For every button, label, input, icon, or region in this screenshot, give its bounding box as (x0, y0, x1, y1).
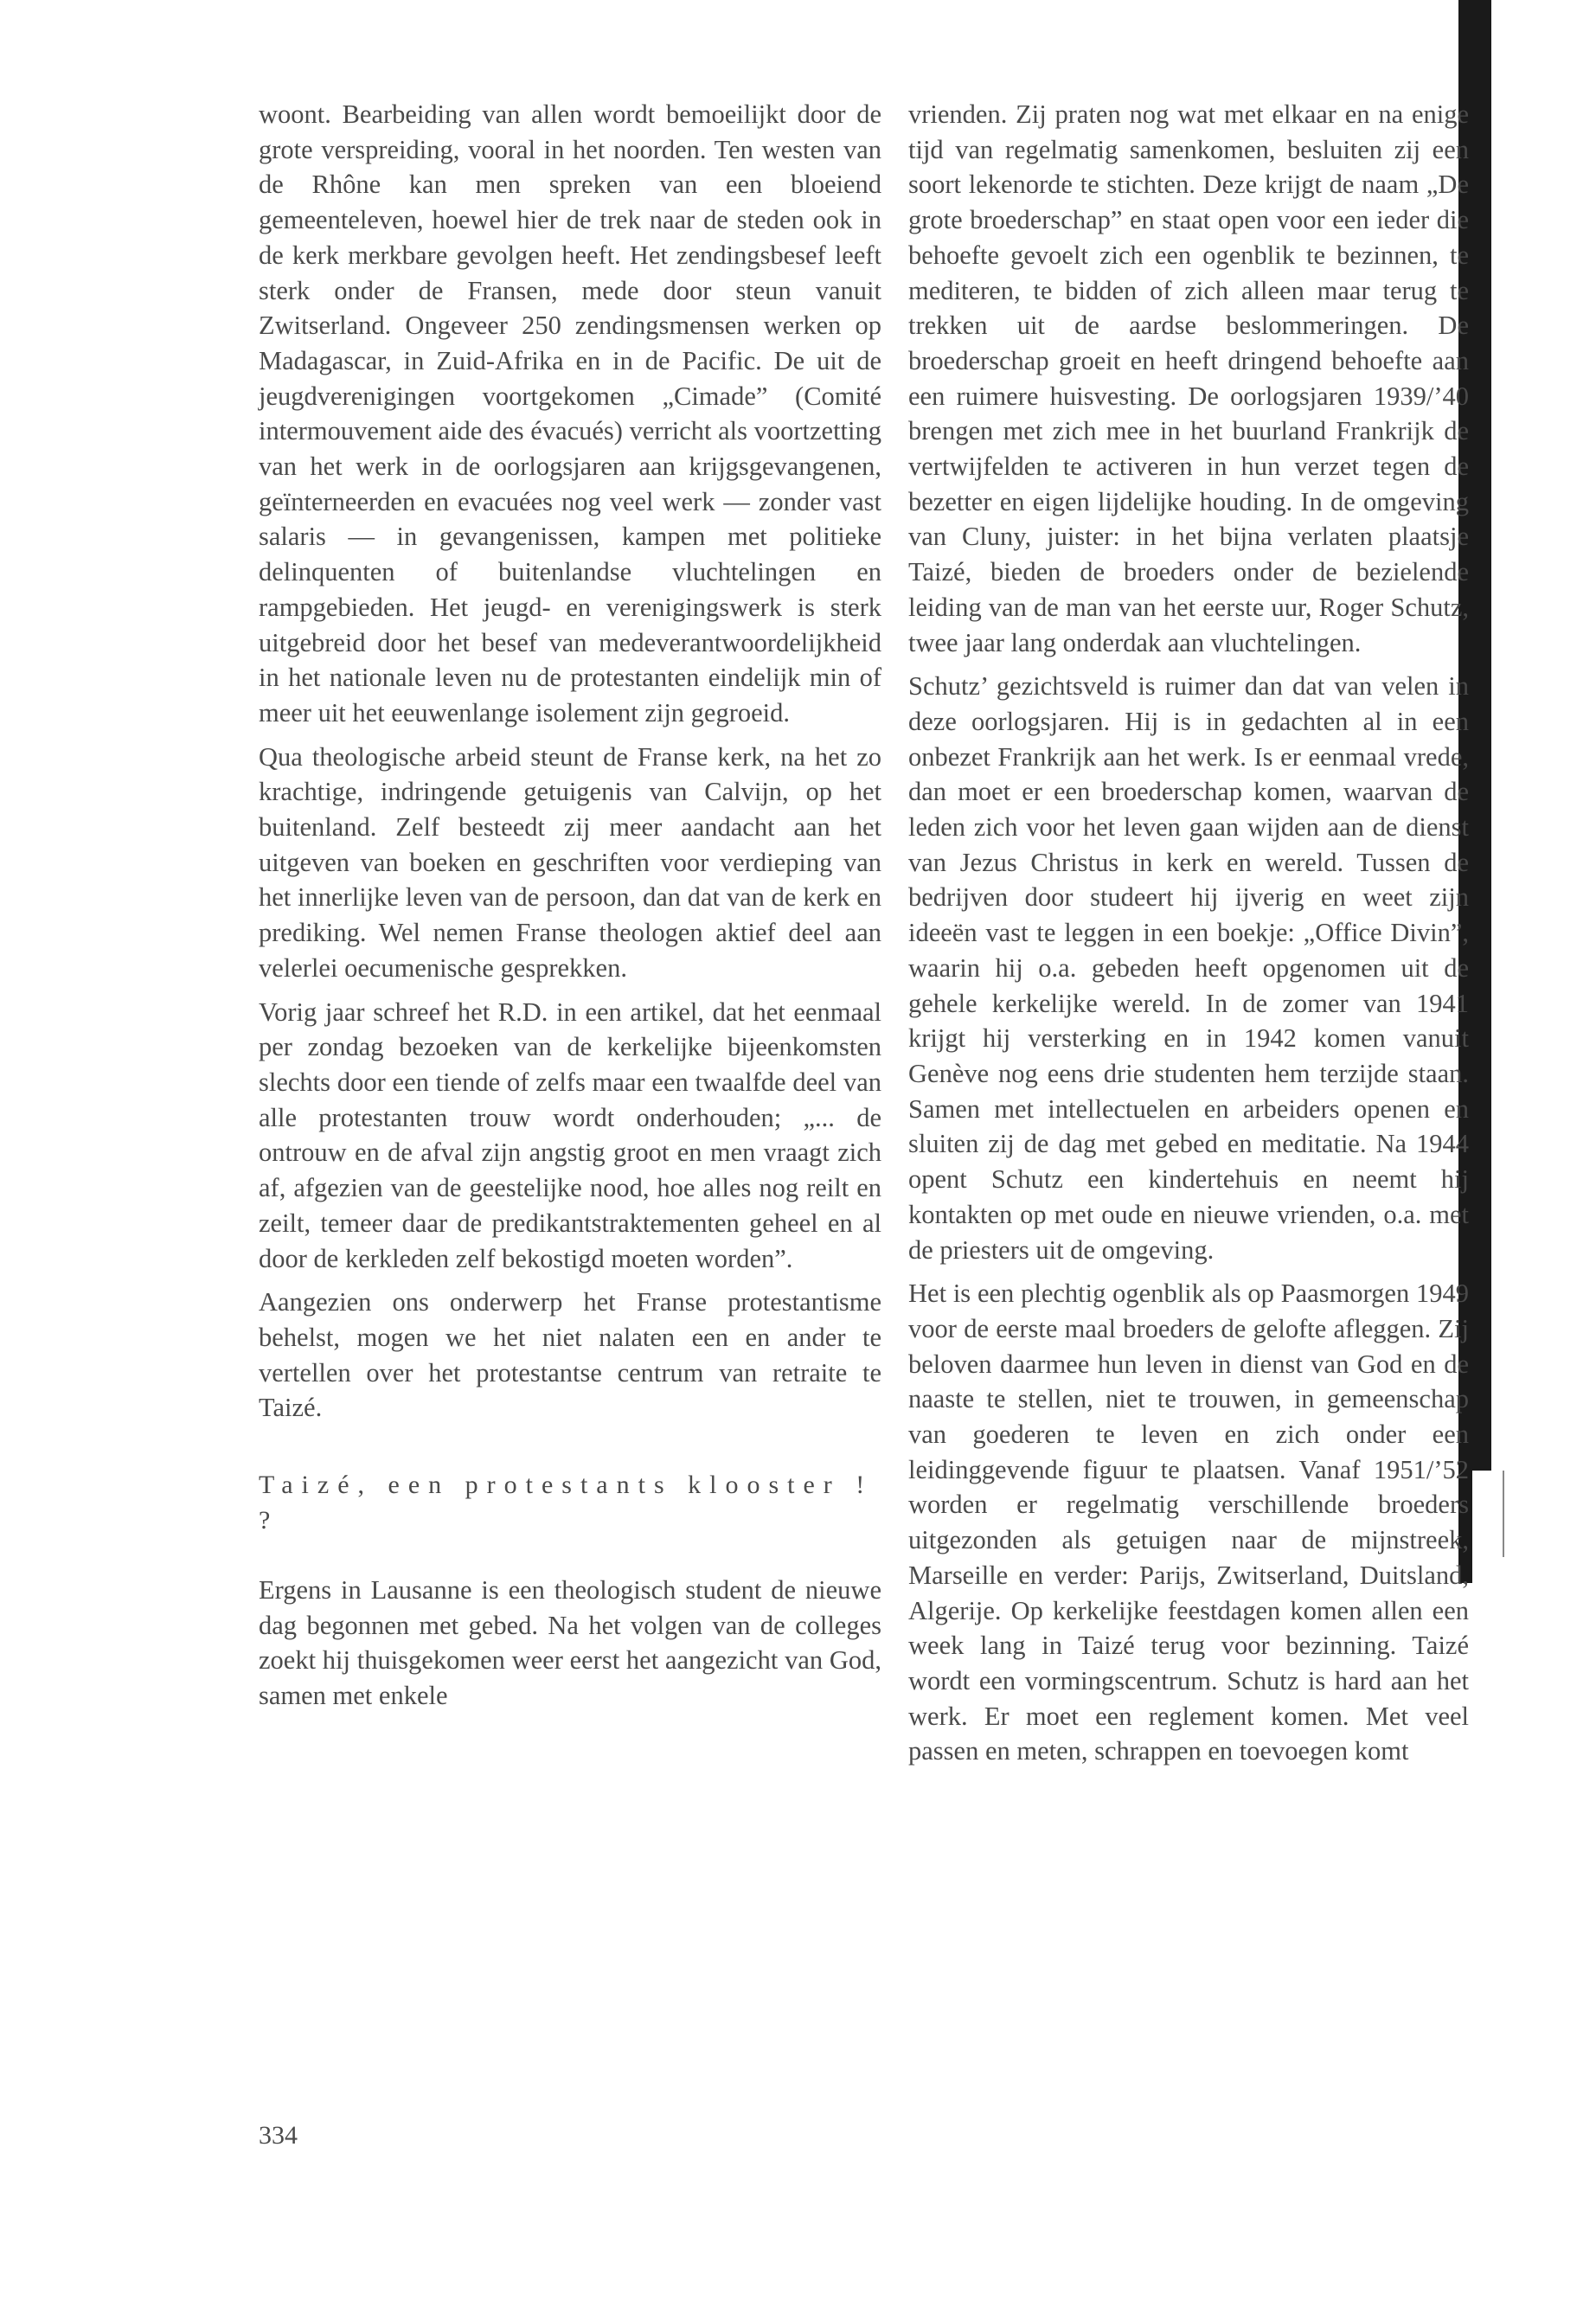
paragraph: Schutz’ gezichtsveld is ruimer dan dat van velen in deze oorlogsjaren. Hij is in gedachten al in een onbezet Frankrijk aan het werk. Is er eenmaal vrede, dan moet er een broederschap komen, waarvan de leden zich voor het leven gaan wijden aan de dienst van Jezus Christus in kerk en wereld. Tussen de bedrijven door studeert hij ijverig en weet zijn ideeën vast te leggen in een boekje: „Office Divin”, waarin hij o.a. gebeden heeft opgenomen uit de gehele kerkelijke wereld. In de zomer van 1941 krijgt hij versterking en in 1942 komen vanuit Genève nog eens drie studenten hem terzijde staan. Samen met intellectuelen en arbeiders openen en sluiten zij de dag met gebed en meditatie. Na 1944 opent Schutz een kindertehuis en neemt hij kontakten op met oude en nieuwe vrienden, o.a. met de priesters uit de omgeving. (908, 671, 1469, 1265)
paragraph: Aangezien ons onderwerp het Franse protestantisme behelst, mogen we het niet nalaten een en ander te vertellen over het protestantse centrum van retraite te Taizé. (259, 1287, 881, 1423)
paragraph: vrienden. Zij praten nog wat met elkaar en na enige tijd van regelmatig samenkomen, besluiten zij een soort lekenorde te stichten. Deze krijgt de naam „De grote broederschap” en staat open voor een ieder die behoefte gevoelt zich een ogenblik te bezinnen, te mediteren, te bidden of zich alleen maar terug te trekken uit de aardse beslommeringen. De broederschap groeit en heeft dringend behoefte aan een ruimere huisvesting. De oorlogsjaren 1939/’40 brengen met zich mee in het buurland Frankrijk de vertwijfelden te activeren in hun verzet tegen de bezetter en eigen lijdelijke houding. In de omgeving van Cluny, juister: in het bijna verlaten plaatsje Taizé, bieden de broeders onder de bezielende leiding van de man van het eerste uur, Roger Schutz, twee jaar lang onderdak aan vluchtelingen. (908, 99, 1469, 657)
scan-edge-line (1503, 1471, 1504, 1557)
paragraph: Qua theologische arbeid steunt de Franse kerk, na het zo krachtige, indringende getuigenis van Calvijn, op het buitenland. Zelf besteedt zij meer aandacht aan het uitgeven van boeken en geschriften voor verdieping van het innerlijke leven van de persoon, dan dat van de kerk en prediking. Wel nemen Franse theologen aktief deel aan velerlei oecumenische gesprekken. (259, 741, 881, 983)
left-column (259, 97, 881, 1714)
paragraph: woont. Bearbeiding van allen wordt bemoeilijkt door de grote verspreiding, vooral in het noorden. Ten westen van de Rhône kan men spreken van een bloeiend gemeenteleven, hoewel hier de trek naar de steden ook in de kerk merkbare gevolgen heeft. Het zendingsbesef leeft sterk onder de Fransen, mede door steun vanuit Zwitserland. Ongeveer 250 zendingsmensen werken op Madagascar, in Zuid-Afrika en in de Pacific. De uit de jeugdverenigingen voortgekomen „Cimade” (Comité intermouvement aide des évacués) verricht als voortzetting van het werk in de oorlogsjaren aan krijgsgevangenen, geïnterneerden en evacuées nog veel werk — zonder vast salaris — in gevangenissen, kampen met politieke delinquenten of buitenlandse vluchtelingen en rampgebieden. Het jeugd- en verenigingswerk is sterk uitgebreid door het besef van medeverantwoordelijkheid in het nationale leven nu de protestanten eindelijk min of meer uit het eeuwenlange isolement zijn gegroeid. (259, 99, 881, 727)
paragraph: Vorig jaar schreef het R.D. in een artikel, dat het eenmaal per zondag bezoeken van de kerkelijke bijeenkomsten slechts door een tiende of zelfs maar een twaalfde deel van alle protestanten trouw wordt onderhouden; „... de ontrouw en de afval zijn angstig groot en men vraagt zich af, afgezien van de geestelijke nood, hoe alles nog reilt en zeilt, temeer daar de predikantstraktementen geheel en al door de kerkleden zelf bekostigd moeten worden”. (259, 997, 881, 1273)
paragraph: Het is een plechtig ogenblik als op Paasmorgen 1949 voor de eerste maal broeders de gelofte afleggen. Zij beloven daarmee hun leven in dienst van God en de naaste te stellen, niet te trouwen, in gemeenschap van goederen te leven en zich onder een leidinggevende figuur te plaatsen. Vanaf 1951/’52 worden er regelmatig verschillende broeders uitgezonden als getuigen naar de mijnstreek, Marseille en verder: Parijs, Zwitserland, Duitsland, Algerije. Op kerkelijke feestdagen komen allen een week lang in Taizé terug voor bezinning. Taizé wordt een vormingscentrum. Schutz is hard aan het werk. Er moet een reglement komen. Met veel passen en meten, schrappen en toevoegen komt (908, 1279, 1469, 1766)
right-column (908, 97, 1469, 1769)
paragraph: Ergens in Lausanne is een theologisch student de nieuwe dag begonnen met gebed. Na het volgen van de colleges zoekt hij thuisgekomen weer eerst het aangezicht van God, samen met enkele (259, 1575, 881, 1711)
page-number: 334 (259, 2121, 298, 2150)
section-heading: Taizé, een protestants klooster ! ? (259, 1471, 874, 1535)
